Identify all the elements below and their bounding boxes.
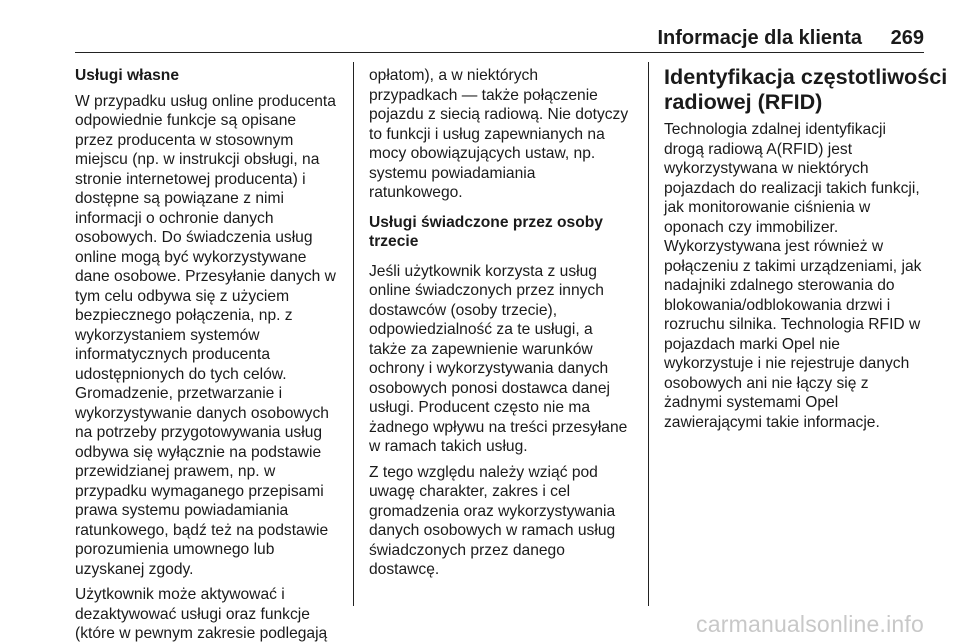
text-line: w ramach takich usług. bbox=[369, 438, 528, 455]
text-line: blokowania/odblokowania drzwi i bbox=[664, 296, 891, 314]
paragraph-activation bbox=[75, 585, 336, 644]
section-heading-own-services bbox=[75, 66, 336, 86]
paragraph-online-services bbox=[75, 92, 336, 580]
text-line: opłatom), a w niektórych bbox=[369, 67, 539, 84]
page-header-title: Informacje dla klienta bbox=[657, 27, 862, 49]
text-line: gromadzenia oraz wykorzystywania bbox=[369, 502, 616, 520]
text-line: udostępnionych do tych celów. bbox=[75, 365, 287, 383]
text-line: to funkcji i usług zapewnianych na bbox=[369, 125, 605, 143]
section-heading-rfid bbox=[664, 64, 947, 114]
text-line: na potrzeby przygotowywania usług bbox=[75, 424, 323, 441]
text-line: jak monitorowanie ciśnienia w bbox=[664, 199, 871, 216]
text-line: odbywa się wyłącznie na podstawie bbox=[75, 443, 322, 461]
text-line: Użytkownik może aktywować i bbox=[75, 586, 285, 603]
page-number: 269 bbox=[890, 27, 924, 49]
text-line: online mogą być wykorzystywane bbox=[75, 248, 307, 266]
text-line: stronie internetowej producenta) i bbox=[75, 170, 306, 188]
column-divider-1 bbox=[353, 62, 354, 606]
text-line: radiowej (RFID) bbox=[664, 89, 823, 114]
text-line: oponach czy immobilizer. bbox=[664, 218, 839, 236]
text-line: odpowiedzialność za te usługi, a bbox=[369, 321, 593, 338]
text-line: rozruchu silnika. Technologia RFID w bbox=[664, 316, 921, 333]
paragraph-third-party bbox=[369, 262, 628, 457]
text-line: osobowych ani nie łączy się z bbox=[664, 374, 869, 392]
text-line: Z tego względu należy wziąć pod bbox=[369, 463, 598, 481]
text-line: dane osobowe. Przesyłanie danych w bbox=[75, 268, 336, 285]
text-line: mocy obowiązujących ustaw, np. bbox=[369, 145, 596, 162]
spacer bbox=[369, 203, 628, 213]
text-line: połączeniu z takimi urządzeniami, jak bbox=[664, 257, 922, 275]
text-line: pojazdach marki Opel nie bbox=[664, 335, 840, 353]
text-line: trzecie bbox=[369, 233, 419, 250]
text-line: wykorzystywanie danych osobowych bbox=[75, 404, 329, 422]
spacer bbox=[369, 252, 628, 262]
text-line: miejscu (np. w instrukcji obsługi, na bbox=[75, 151, 320, 168]
text-line: drogą radiową A(RFID) jest bbox=[664, 140, 853, 158]
text-line: prawa systemu powiadamiania bbox=[75, 502, 289, 519]
text-line: dostawcę. bbox=[369, 561, 440, 578]
text-line: (które w pewnym zakresie podlegają bbox=[75, 625, 328, 642]
text-line: wykorzystywana w niektórych bbox=[664, 160, 869, 177]
column-3 bbox=[664, 64, 947, 432]
text-line: wykorzystaniem systemów bbox=[75, 326, 260, 344]
text-line: systemu powiadamiania bbox=[369, 164, 536, 182]
text-line: dostawców (osoby trzecie), bbox=[369, 301, 558, 319]
text-line: ochrony i wykorzystywania danych bbox=[369, 360, 609, 377]
text-line: dezaktywować usługi oraz funkcje bbox=[75, 605, 310, 623]
text-line: tym celu odbywa się z użyciem bbox=[75, 287, 290, 305]
text-line: bezpiecznego połączenia, np. z bbox=[75, 307, 293, 324]
text-line: zawierającymi takie informacje. bbox=[664, 413, 880, 431]
text-line: uwagę charakter, zakres i cel bbox=[369, 483, 571, 500]
text-line: Gromadzenie, przetwarzanie i bbox=[75, 385, 283, 402]
text-line: Wykorzystywana jest również w bbox=[664, 238, 884, 255]
text-line: Jeśli użytkownik korzysta z usług bbox=[369, 262, 597, 280]
text-line: żadnymi systemami Opel bbox=[664, 394, 839, 411]
text-line: ratunkowego. bbox=[369, 184, 463, 201]
text-line: porozumienia umownego lub bbox=[75, 541, 275, 558]
text-line: pojazdu z siecią radiową. Nie dotyczy bbox=[369, 106, 629, 123]
text-line: informacji o ochronie danych bbox=[75, 209, 274, 227]
text-line: danych osobowych w ramach usług bbox=[369, 522, 616, 539]
column-2 bbox=[369, 66, 628, 580]
text-line: Usługi świadczone przez osoby bbox=[369, 213, 603, 231]
header-rule bbox=[75, 52, 924, 53]
text-line: Identyfikacja częstotliwości bbox=[664, 64, 948, 89]
text-line: usługi. Producent często nie ma bbox=[369, 399, 591, 416]
column-1 bbox=[75, 66, 336, 644]
text-line: przypadkach — także połączenie bbox=[369, 86, 598, 104]
text-line: informatycznych producenta bbox=[75, 346, 271, 363]
paragraph-rfid bbox=[664, 120, 947, 432]
text-line: także za zapewnienie warunków bbox=[369, 340, 593, 358]
text-line: osobowych ponosi dostawca danej bbox=[369, 379, 610, 397]
text-line: nadajniki zdalnego sterowania do bbox=[664, 277, 895, 294]
text-line: żadnego wpływu na treści przesyłane bbox=[369, 418, 628, 436]
text-line: pojazdach do realizacji takich funkcji, bbox=[664, 179, 920, 197]
text-line: wykorzystuje i nie rejestruje danych bbox=[664, 355, 910, 372]
text-line: przypadku wymaganego przepisami bbox=[75, 482, 324, 500]
text-line: W przypadku usług online producenta bbox=[75, 92, 336, 110]
text-line: odpowiednie funkcje są opisane bbox=[75, 112, 297, 129]
paragraph-fees bbox=[369, 66, 628, 203]
text-line: online świadczonych przez innych bbox=[369, 282, 604, 299]
text-line: przewidzianej prawem, np. w bbox=[75, 463, 276, 480]
heading-line: Usługi własne bbox=[75, 67, 179, 84]
text-line: świadczonych przez danego bbox=[369, 541, 565, 559]
text-line: ratunkowego, bądź też na podstawie bbox=[75, 521, 329, 539]
watermark: carmanualsonline.info bbox=[696, 611, 924, 637]
text-line: uzyskanej zgody. bbox=[75, 560, 194, 578]
paragraph-consider bbox=[369, 463, 628, 580]
text-line: osobowych. Do świadczenia usług bbox=[75, 229, 313, 246]
text-line: Technologia zdalnej identyfikacji bbox=[664, 121, 886, 138]
section-heading-third-party bbox=[369, 213, 628, 252]
text-line: przez producenta w stosownym bbox=[75, 131, 294, 149]
text-line: dostępne są powiązane z nimi bbox=[75, 190, 284, 207]
column-divider-2 bbox=[648, 62, 649, 606]
